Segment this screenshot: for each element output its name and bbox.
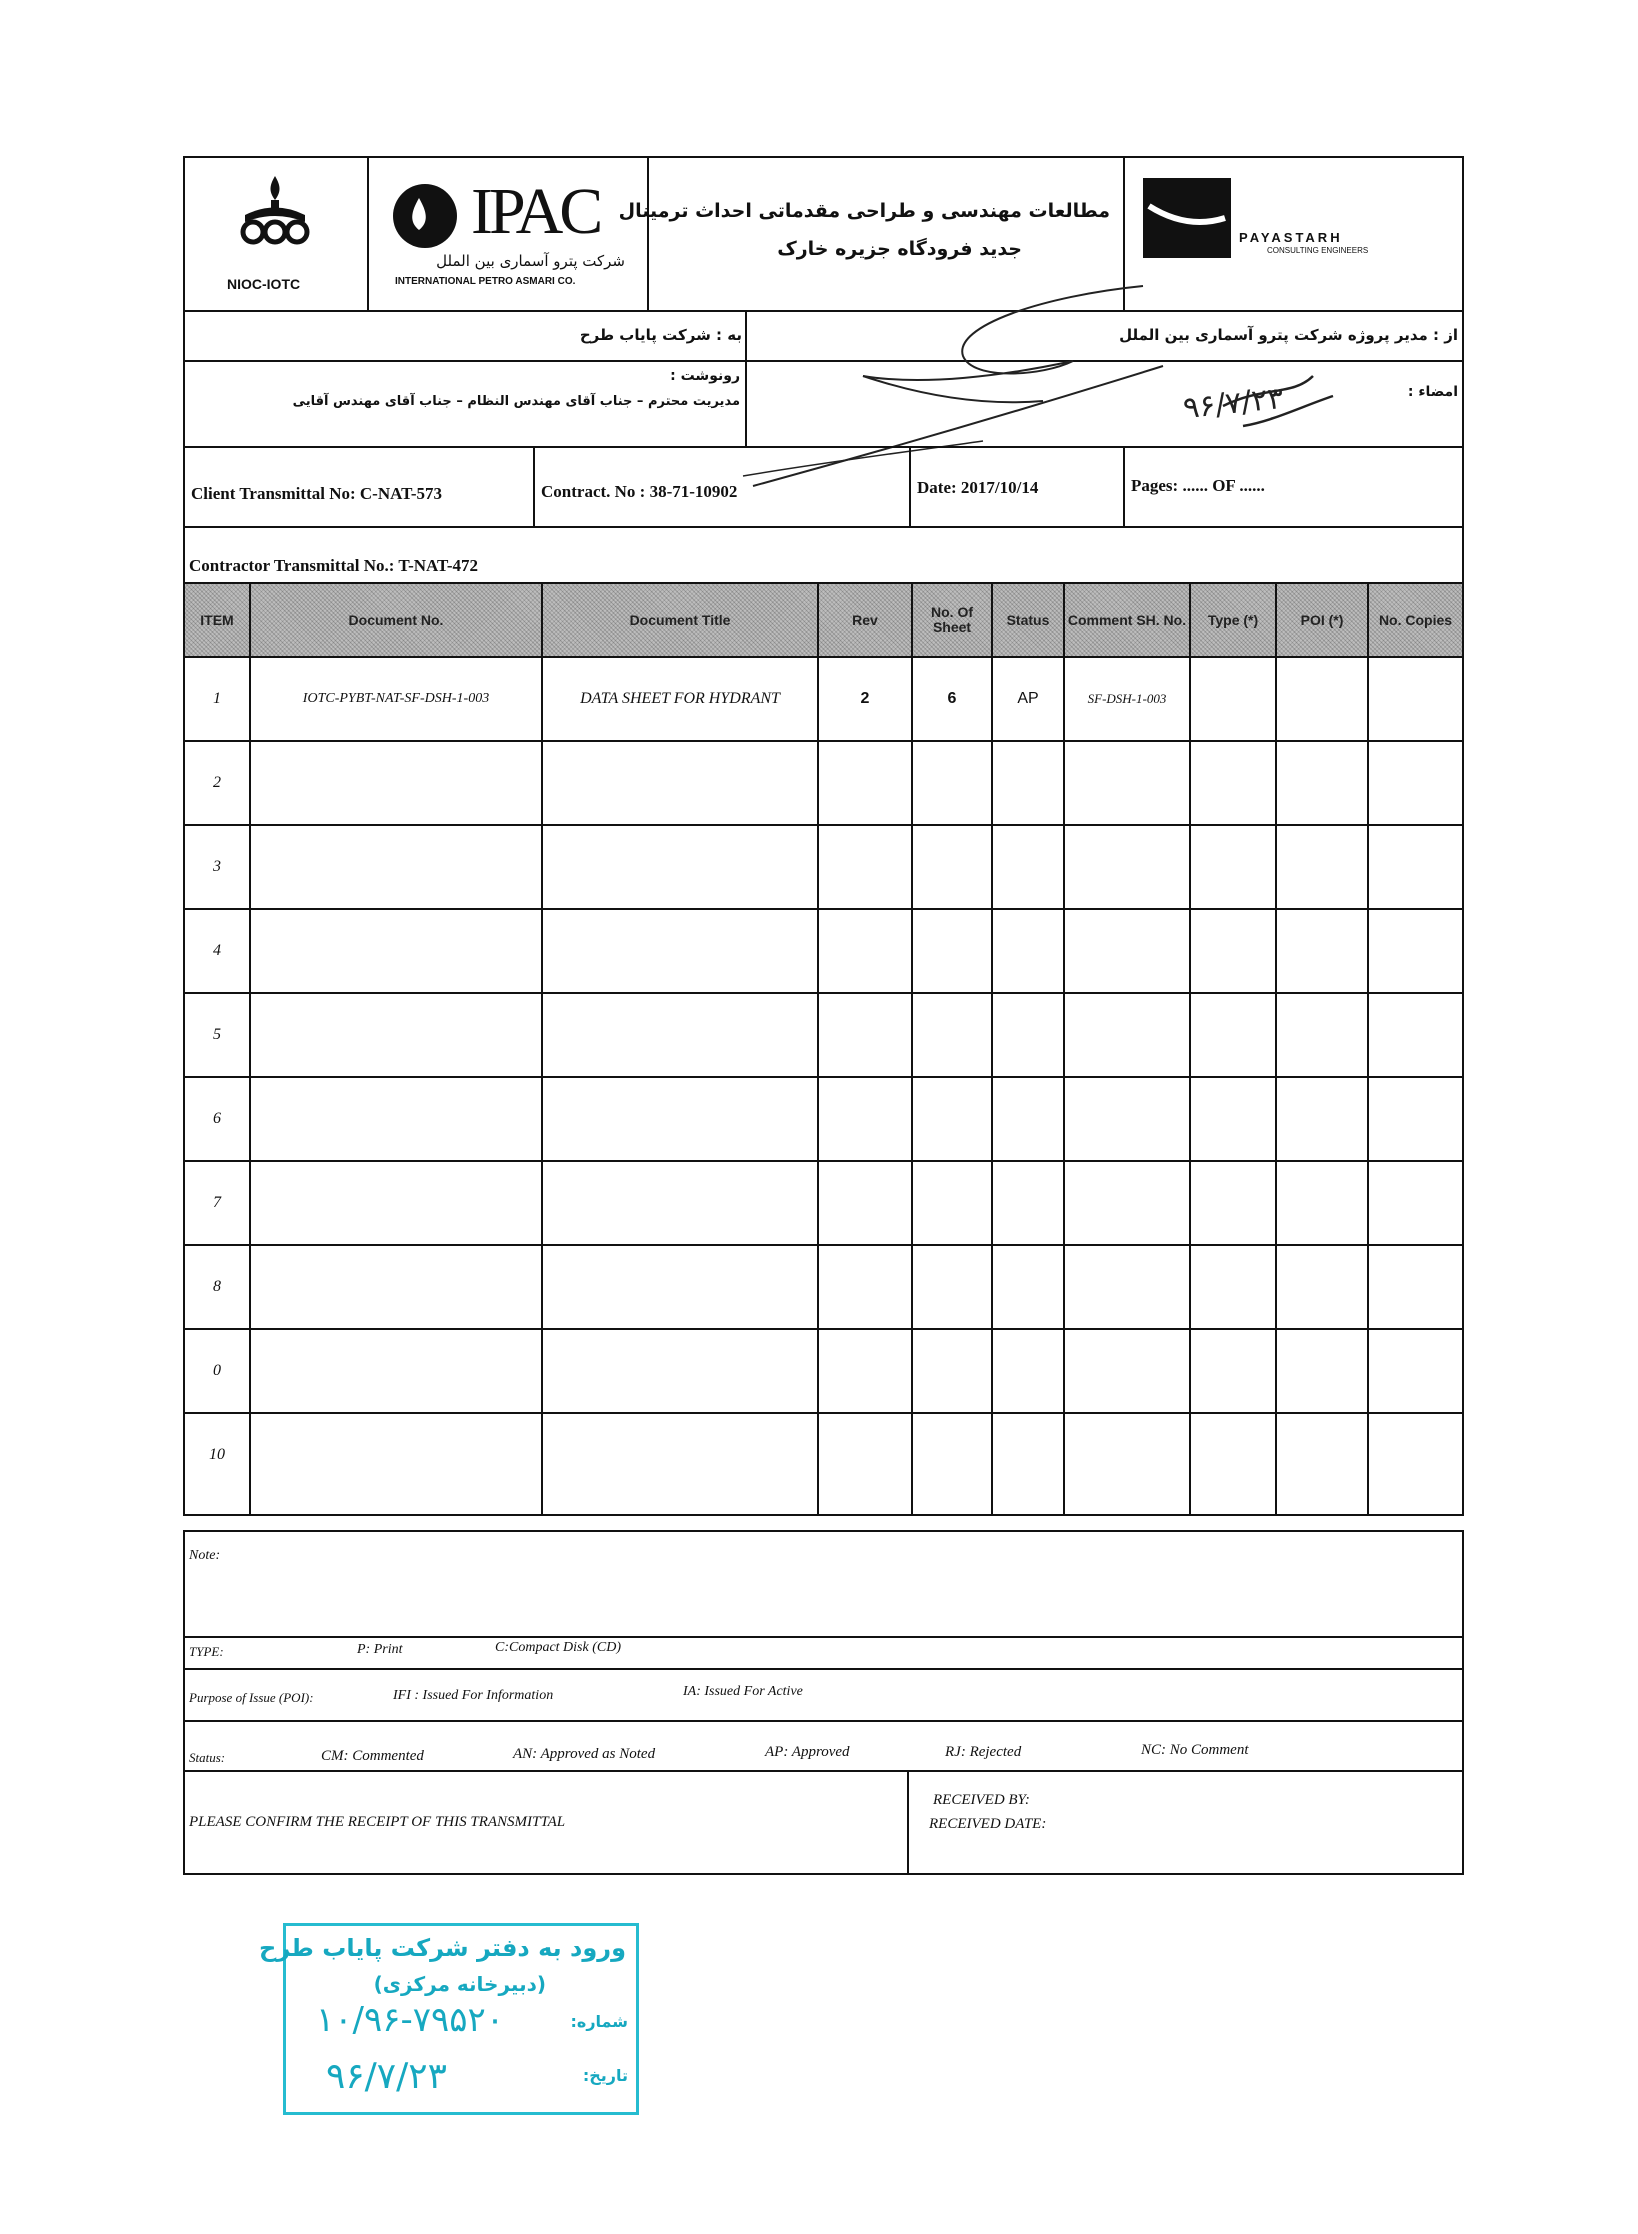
cell-item: 1 (213, 690, 221, 707)
received-by: RECEIVED BY: (933, 1792, 1030, 1808)
table-row: 2 (213, 774, 221, 791)
ipac-drop-icon (389, 180, 469, 250)
handwritten-signature (743, 256, 1363, 476)
legend-section (183, 1530, 1464, 1875)
type-cd: C:Compact Disk (CD) (495, 1640, 621, 1655)
col-header-no-copies: No. Copies (1378, 611, 1453, 628)
ipac-english-name: INTERNATIONAL PETRO ASMARI CO. (395, 276, 576, 287)
transmittal-form (183, 156, 1464, 1875)
receipt-stamp (259, 1923, 639, 2115)
table-row: 4 (213, 942, 221, 959)
contractor-transmittal-no: Contractor Transmittal No.: T-NAT-472 (189, 556, 478, 575)
nioc-emblem-icon (225, 170, 325, 270)
poi-label: Purpose of Issue (POI): (189, 1690, 314, 1705)
table-row: 8 (213, 1278, 221, 1295)
stamp-date-value: ۹۶/۷/۲۳ (326, 2056, 447, 2097)
cc-label: رونوشت : (670, 368, 740, 384)
project-title-line1: مطالعات مهندسی و طراحی مقدماتی احداث ترمینال (618, 200, 1110, 222)
ipac-persian-name: شرکت پترو آسماری بین الملل (436, 252, 625, 270)
payastarh-name: PAYASTARH (1239, 230, 1343, 245)
stamp-date-label: تاریخ: (582, 2066, 628, 2085)
stamp-number-value: ۱۰/۹۶-۷۹۵۲۰ (316, 2000, 505, 2040)
status-label: Status: (189, 1750, 226, 1765)
handwritten-date: ۹۶/۷/۲۳ (1181, 380, 1286, 427)
pages-field: Pages: ...... OF ...... (1131, 476, 1265, 495)
col-header-document-title: Document Title (543, 584, 819, 656)
ipac-logo (389, 174, 629, 304)
poi-ia: IA: Issued For Active (683, 1684, 803, 1699)
cell-document-no: IOTC-PYBT-NAT-SF-DSH-1-003 (302, 691, 490, 706)
col-header-no-of-sheet: No. Of Sheet (913, 584, 993, 656)
status-cm: CM: Commented (321, 1748, 424, 1764)
stamp-line1: ورود به دفتر شرکت پایاب طرح (259, 1934, 626, 1962)
confirm-receipt: PLEASE CONFIRM THE RECEIPT OF THIS TRANSMITTAL (189, 1814, 566, 1830)
type-label: TYPE: (189, 1644, 224, 1659)
col-header-poi: POI (*) (1277, 584, 1369, 656)
col-header-comment-sh-no: Comment SH. No. (1065, 584, 1191, 656)
col-header-type: Type (*) (1191, 584, 1277, 656)
document-table (183, 582, 1464, 1516)
status-rj: RJ: Rejected (945, 1744, 1022, 1760)
signature-label: امضاء : (1407, 384, 1458, 400)
status-an: AN: Approved as Noted (513, 1746, 656, 1762)
col-header-item: ITEM (185, 584, 251, 656)
status-nc: NC: No Comment (1141, 1742, 1249, 1758)
col-header-status: Status (993, 584, 1065, 656)
table-row (185, 658, 1462, 740)
cell-no-of-sheet: 6 (947, 690, 957, 707)
transmittal-info (183, 446, 1464, 528)
col-header-document-no: Document No. (251, 584, 543, 656)
cc-text: مدیریت محترم – جناب آقای مهندس النظام – جناب آقای مهندس آقایی (292, 394, 740, 409)
table-row: 3 (213, 858, 221, 875)
nioc-logo (225, 170, 325, 270)
table-row: 7 (213, 1194, 221, 1211)
table-row: 10 (209, 1446, 225, 1463)
note-label: Note: (189, 1548, 221, 1563)
ipac-logo-text: IPAC (471, 175, 600, 248)
contractor-row (183, 526, 1464, 584)
table-row: 0 (213, 1362, 221, 1379)
cell-status: AP (1017, 690, 1039, 707)
type-print: P: Print (357, 1642, 403, 1657)
payastarh-mark-icon (1143, 178, 1231, 258)
nioc-label: NIOC-IOTC (227, 276, 301, 292)
client-transmittal-no: Client Transmittal No: C-NAT-573 (191, 484, 443, 503)
from-field: از : مدیر پروژه شرکت پترو آسماری بین الملل (1119, 326, 1458, 344)
cell-document-title: DATA SHEET FOR HYDRANT (580, 690, 780, 707)
col-header-rev: Rev (819, 584, 913, 656)
stamp-line2: (دبیرخانه مرکزی) (373, 1972, 546, 1996)
to-field: به : شرکت پایاب طرح (579, 326, 742, 344)
table-row: 6 (213, 1110, 221, 1127)
payastarh-sub: CONSULTING ENGINEERS (1267, 246, 1369, 255)
table-row: 5 (213, 1026, 221, 1043)
received-date: RECEIVED DATE: (929, 1816, 1047, 1832)
cell-comment-sh-no: SF-DSH-1-003 (1087, 691, 1167, 706)
table-header (185, 584, 1462, 658)
poi-ifi: IFI : Issued For Information (393, 1688, 554, 1703)
contract-no: Contract. No : 38-71-10902 (541, 482, 738, 501)
stamp-number-label: شماره: (570, 2012, 628, 2031)
cell-rev: 2 (860, 690, 870, 707)
transmittal-date: Date: 2017/10/14 (917, 478, 1039, 497)
payastarh-logo (1143, 178, 1453, 268)
status-ap: AP: Approved (765, 1744, 850, 1760)
project-title-line2: جدید فرودگاه جزیره خارک (777, 238, 1022, 260)
